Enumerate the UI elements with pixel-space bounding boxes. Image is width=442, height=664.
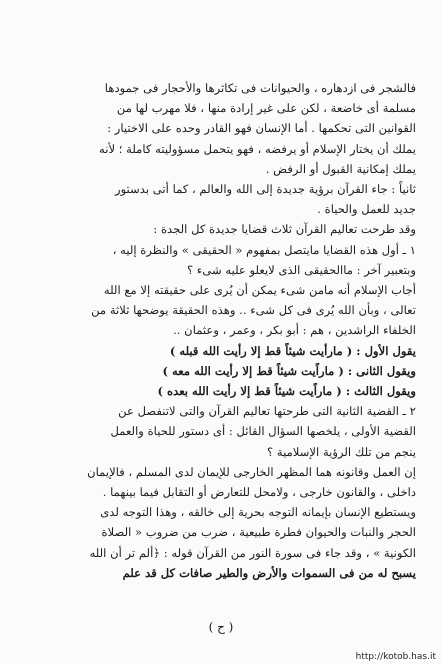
text-line: فالشجر فى ازدهاره ، والحيوانات فى تكاثرها والأحجار فى جمودها	[104, 81, 416, 95]
quote-line: يقول الأول : ( مارأيت شيئاً قط إلا رأيت الله قبله )	[169, 343, 416, 358]
quran-verse-line: يسبح له من فى السموات والأرض والطير صافات كل قد علم	[122, 565, 416, 580]
text-line: الكونية » ، وقد جاء فى سورة النور من القرآن قوله : ﴿ألم تر أن الله	[89, 545, 416, 560]
text-line: وقد طرحت تعاليم القرآن ثلاث قضايا جديدة كل الجدة :	[153, 222, 416, 237]
text-line: ١ ـ أول هذه القضايا مايتصل بمفهوم « الحقيقى » والنظرة إليه ،	[112, 242, 416, 257]
text-line: ينجم من تلك الرؤية الإسلامية ؟	[267, 444, 416, 459]
text-line: الخلفاء الراشدين ، هم : أبو بكر ، وعمر ، وعثمان ..	[173, 323, 416, 338]
quote-line: ويقول الثانى : ( ماراًيت شيئاً قط إلا رأيت الله معه )	[162, 363, 416, 378]
text-line: الحجر والنبات والحيوان فطرة طبيعية ، ضرب من ضروب « الصلاة	[101, 525, 416, 540]
text-line: القوانين التى تحكمها . أما الإنسان فهو القادر وحده على الاختيار :	[107, 121, 416, 136]
text-line: القضية الأولى ، يلخصها السؤال القائل : أى دستور للحياة والعمل	[110, 424, 416, 439]
text-line: جديد للعمل والحياة .	[317, 202, 416, 217]
text-line: ٢ ـ القضية الثانية التى طرحتها تعاليم القرآن والتى لاتنفصل عن	[118, 404, 416, 419]
text-line: تعالى ، وبأن الله يُرى فى كل شىء .. وهذه الحقيقة يوضحها ثلاثة من	[91, 303, 416, 318]
text-line: ثانياً : جاء القرآن برؤية جديدة إلى الله والعالم ، كما أتى بدستور	[114, 182, 416, 197]
text-line: يملك إمكانية القبول أو الرفض .	[265, 161, 416, 176]
quote-line: ويقول الثالث : ( ماراًيت شيئاً قط إلا رأيت الله بعده )	[157, 384, 416, 399]
body-text	[26, 78, 416, 583]
text-line: وبتعبير آخر : ماالحقيقى الذى لايعلو عليه شىء ؟	[187, 262, 416, 277]
text-line: داخلى ، والقانون خارجى ، ولامحل للتعارض أو التقابل فيما بينهما .	[102, 485, 416, 500]
text-line: يملك أن يختار الإسلام أو يرفضه ، فهو يتحمل مسؤوليته كاملة ؛ لأنه	[99, 141, 416, 156]
text-line: ويستطيع الإنسان بإيمانه التوجه بحرية إلى خالقه ، وهذا التوجه لدى	[100, 505, 416, 520]
text-line: إن العمل وقانونه هما المظهر الخارجى للإيمان لدى المسلم ، فالإيمان	[87, 464, 416, 479]
text-line: أجاب الإسلام أنه مامن شىء يمكن أن يُرى على حقيقته إلا مع الله	[103, 283, 416, 298]
page-number: ( ح )	[208, 620, 234, 634]
watermark-url: http://kotob.has.it	[355, 652, 436, 662]
text-line: مسلمة أى خاضعة ، لكن على غير إرادة منها ، فلا مهرب لها من	[116, 101, 416, 116]
